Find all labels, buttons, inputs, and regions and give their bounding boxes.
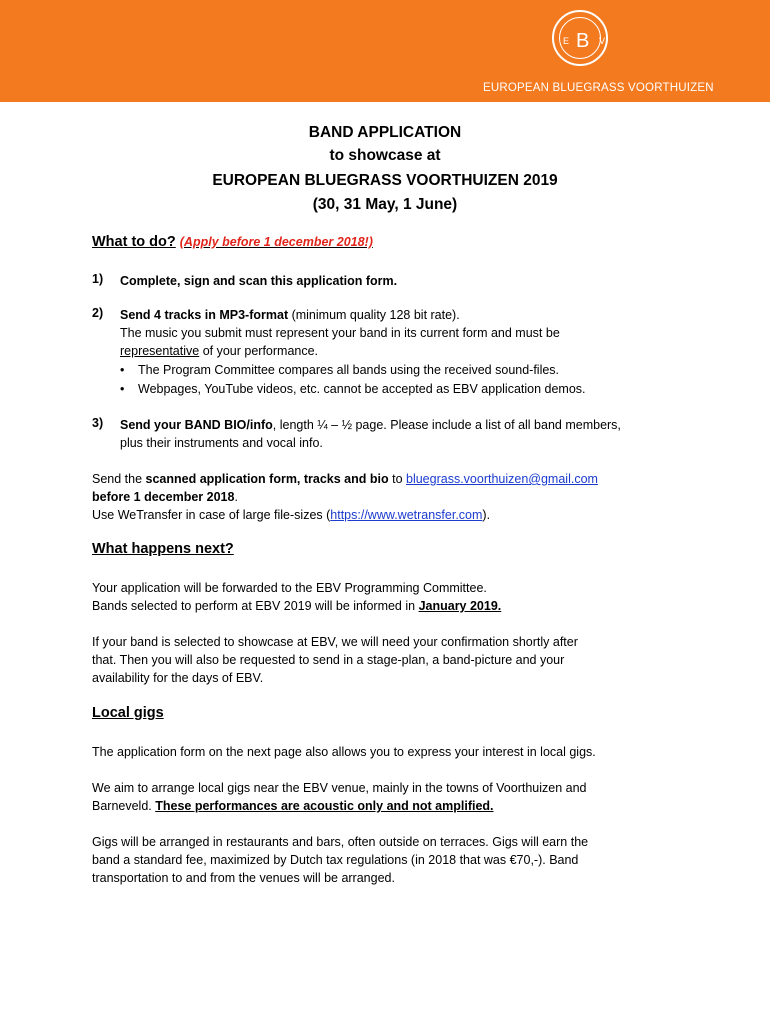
acoustic-only-note: These performances are acoustic only and not amplified.: [155, 799, 494, 813]
item-1-number: 1): [92, 272, 104, 286]
header-banner: [0, 0, 770, 102]
item-3-line-2: plus their instruments and vocal info.: [120, 436, 323, 450]
gigs-p1: The application form on the next page also allows you to express your interest in local gigs.: [92, 745, 596, 759]
item-3-bold: Send your BAND BIO/info: [120, 418, 273, 432]
next-p2-line-3: availability for the days of EBV.: [92, 671, 264, 685]
bullet-text: The Program Committee compares all bands using the received sound-files.: [138, 363, 560, 377]
send-dot: .: [234, 490, 238, 504]
send-to: to: [388, 472, 406, 486]
gigs-p2-line-1: We aim to arrange local gigs near the EBV venue, mainly in the towns of Voorthuizen and: [92, 781, 587, 795]
send-instructions-line-3: [92, 506, 692, 524]
next-p1-line-2-pre: Bands selected to perform at EBV 2019 will be informed in: [92, 599, 419, 613]
item-1-text: Complete, sign and scan this application form.: [120, 274, 398, 288]
send-instructions-line-1: [92, 470, 692, 488]
what-to-do-heading-text: What to do?: [92, 234, 176, 250]
send-pre: Send the: [92, 472, 146, 486]
title-line-2: to showcase at: [329, 147, 441, 164]
email-link[interactable]: bluegrass.voorthuizen@gmail.com: [406, 472, 598, 486]
title-line-1: BAND APPLICATION: [308, 124, 462, 141]
title-line-4: (30, 31 May, 1 June): [312, 196, 458, 213]
next-p2-line-2: that. Then you will also be requested to send in a stage-plan, a band-picture and your: [92, 653, 565, 667]
apply-deadline-note: (Apply before 1 december 2018!): [179, 235, 373, 249]
send-instructions-line-2: [92, 488, 692, 506]
logo-inner-ring: [559, 17, 606, 59]
item-2-rest: (minimum quality 128 bit rate).: [288, 308, 460, 322]
item-3-line-1: [120, 416, 700, 434]
gigs-p3-line-2: band a standard fee, maximized by Dutch tax regulations (in 2018 that was €70,-). Band: [92, 853, 579, 867]
gigs-p2-line-2: [92, 797, 692, 815]
bullet-icon: •: [120, 363, 125, 377]
wetransfer-link[interactable]: https://www.wetransfer.com: [330, 508, 483, 522]
bullet-icon: •: [120, 382, 125, 396]
what-happens-next-heading: What happens next?: [92, 541, 234, 557]
january-2019: January 2019.: [418, 599, 502, 613]
item-2-bullet-1: [120, 361, 559, 380]
item-2-line-2: The music you submit must represent your band in its current form and must be: [120, 326, 560, 340]
wetransfer-post: ).: [482, 508, 491, 522]
ebv-logo: [552, 10, 608, 66]
brand-name: EUROPEAN BLUEGRASS VOORTHUIZEN: [483, 82, 714, 94]
next-p1-line-2: [92, 597, 692, 615]
item-2-underlined: representative: [120, 344, 200, 358]
wetransfer-pre: Use WeTransfer in case of large file-sizes (: [92, 508, 331, 522]
logo-letter-v: V: [599, 36, 606, 46]
next-p1-line-1: Your application will be forwarded to the EBV Programming Committee.: [92, 581, 487, 595]
bullet-text: Webpages, YouTube videos, etc. cannot be accepted as EBV application demos.: [138, 382, 586, 396]
send-deadline: before 1 december 2018: [92, 490, 235, 504]
item-2-number: 2): [92, 306, 104, 320]
item-2-bold: Send 4 tracks in MP3-format: [120, 308, 289, 322]
local-gigs-heading: Local gigs: [92, 705, 164, 721]
item-2-bullet-2: [120, 380, 586, 399]
item-2-line-1: [120, 306, 700, 324]
gigs-p3-line-1: Gigs will be arranged in restaurants and bars, often outside on terraces. Gigs will earn the: [92, 835, 589, 849]
gigs-p2-line-2-pre: Barneveld.: [92, 799, 156, 813]
item-2-line-3-rest: of your performance.: [199, 344, 319, 358]
title-line-3: EUROPEAN BLUEGRASS VOORTHUIZEN 2019: [212, 172, 558, 189]
send-bold: scanned application form, tracks and bio: [145, 472, 389, 486]
item-3-rest: , length ¼ – ½ page. Please include a list of all band members,: [272, 418, 621, 432]
logo-letter-b: B: [576, 30, 590, 52]
logo-letter-e: E: [563, 36, 570, 46]
gigs-p3-line-3: transportation to and from the venues will be arranged.: [92, 871, 395, 885]
next-p2-line-1: If your band is selected to showcase at EBV, we will need your confirmation shortly after: [92, 635, 578, 649]
item-3-number: 3): [92, 416, 104, 430]
what-to-do-heading: [92, 234, 373, 250]
item-2-line-3: [120, 342, 700, 360]
